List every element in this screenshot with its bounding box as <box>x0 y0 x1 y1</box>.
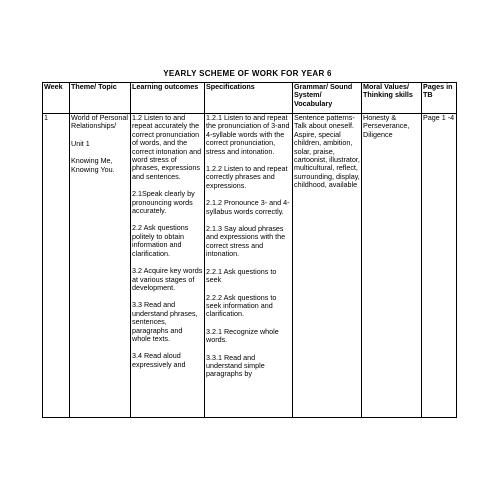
spec-item: 3.3.1 Read and understand simple paragraphs by <box>206 352 265 379</box>
cell-grammar: Sentence patterns- Talk about oneself. Aspire, special children, ambition, solar, praise, cartoonist, illustrator, multicultural, reflect, surrounding, display, childhood, available <box>293 114 362 418</box>
header-learning-outcomes: Learning outcomes <box>131 83 205 114</box>
header-specifications: Specifications <box>205 83 293 114</box>
learning-item: 3.2 Acquire key words at various stages of development. <box>132 266 203 292</box>
cell-theme <box>70 114 131 418</box>
header-row <box>43 83 457 114</box>
spec-item: 2.2.1 Ask questions to seek <box>206 266 277 285</box>
theme-line: Unit 1 <box>71 138 90 148</box>
cell-week: 1 <box>43 114 70 418</box>
spec-item: 1.2.1 Listen to and repeat the pronunciation of 3-and 4-syllable words with the correct pronunciation, stress and intonation. <box>206 113 290 156</box>
cell-moral-values: Honesty & Perseverance, Diligence <box>362 114 422 418</box>
table-row <box>43 114 457 418</box>
document-title: YEARLY SCHEME OF WORK FOR YEAR 6 <box>163 69 332 78</box>
cell-specifications <box>205 114 293 418</box>
spec-item: 2.2.2 Ask questions to seek information and clarification. <box>206 292 277 319</box>
theme-line: World of Personal Relationships/ <box>71 113 128 131</box>
learning-item: 1.2 Listen to and repeat accurately the correct pronunciation of words, and the correct intonation and word stress of phrases, expressions and sentences. <box>132 113 202 181</box>
learning-item: 3.4 Read aloud expressively and <box>132 351 186 369</box>
header-grammar: Grammar/ Sound System/ Vocabulary <box>293 83 362 114</box>
learning-item: 2.1Speak clearly by pronouncing words accurately. <box>132 189 195 216</box>
learning-item: 3.3 Read and understand phrases, sentences, paragraphs and whole texts. <box>132 300 198 343</box>
header-theme: Theme/ Topic <box>70 83 131 114</box>
spec-item: 3.2.1 Recognize whole words. <box>206 326 279 345</box>
header-week: Week <box>43 83 70 114</box>
cell-learning-outcomes <box>131 114 205 418</box>
spec-item: 1.2.2 Listen to and repeat correctly phrases and expressions. <box>206 164 288 190</box>
scheme-table <box>42 82 457 418</box>
spec-item: 2.1.2 Pronounce 3- and 4-syllabus words correctly. <box>206 198 290 216</box>
header-pages: Pages in TB <box>422 83 457 114</box>
theme-line: Knowing Me, Knowing You. <box>71 156 115 174</box>
cell-pages: Page 1 -4 <box>422 114 457 418</box>
learning-item: 2.2 Ask questions politely to obtain information and clarification. <box>132 223 189 258</box>
spec-item: 2.1.3 Say aloud phrases and expressions with the correct stress and intonation. <box>206 224 286 259</box>
header-moral-values: Moral Values/ Thinking skills <box>362 83 422 114</box>
